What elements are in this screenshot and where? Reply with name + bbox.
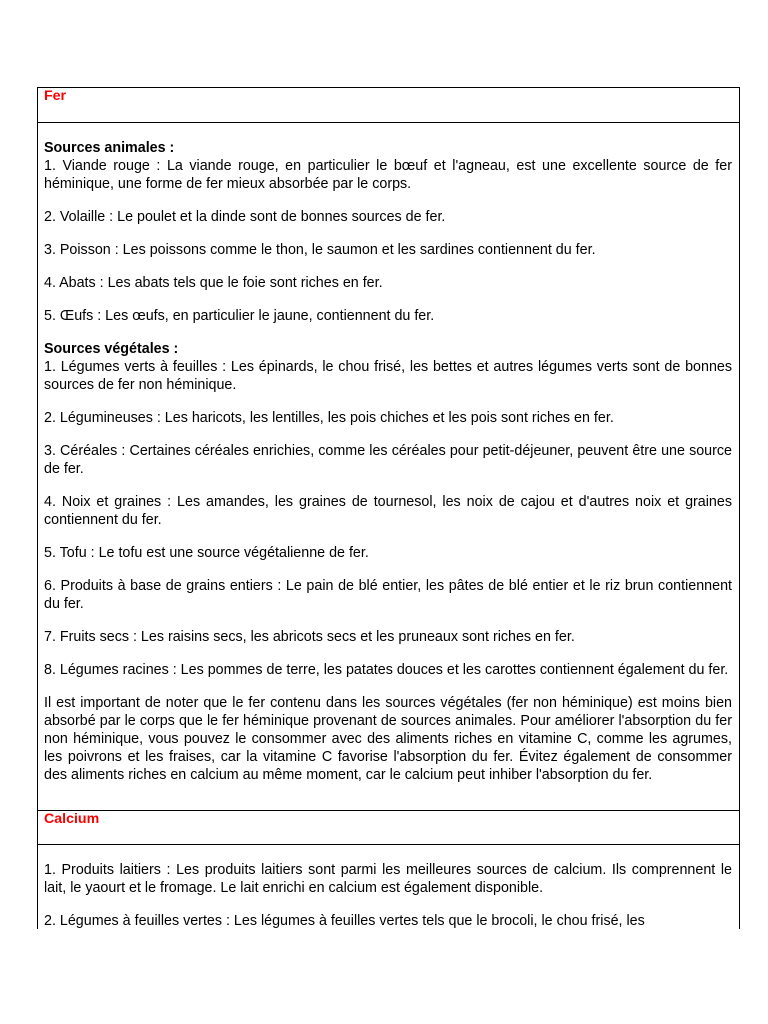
calcium-content (44, 861, 732, 929)
vegetal-sources-heading: Sources végétales : (44, 341, 179, 357)
list-item: 1. Légumes verts à feuilles : Les épinards, le chou frisé, les bettes et autres légumes verts sont de bonnes sources de fer non héminique. (44, 359, 732, 393)
list-item: 1. Viande rouge : La viande rouge, en particulier le bœuf et l'agneau, est une excellente source de fer héminique, une forme de fer mieux absorbée par le corps. (44, 158, 732, 192)
fer-title: Fer (44, 88, 67, 104)
list-item: 3. Poisson : Les poissons comme le thon, le saumon et les sardines contiennent du fer. (44, 242, 596, 258)
fer-heading-row (38, 88, 739, 122)
calcium-title: Calcium (44, 811, 100, 827)
list-item: 5. Œufs : Les œufs, en particulier le jaune, contiennent du fer. (44, 308, 435, 324)
absorption-note: Il est important de noter que le fer contenu dans les sources végétales (fer non héminique) est moins bien absorbé par le corps que le fer héminique provenant de sources animales. Pour améliorer l'absorption du fer non héminique, vous pouvez le consommer avec des aliments riches en vitamine C, comme les agrumes, les poivrons et les fraises, car la vitamine C favorise l'absorption du fer. Évitez également de consommer des aliments riches en calcium au même moment, car le calcium peut inhiber l'absorption du fer. (44, 695, 732, 783)
list-item: 8. Légumes racines : Les pommes de terre, les patates douces et les carottes contiennent également du fer. (44, 662, 729, 678)
list-item: 4. Noix et graines : Les amandes, les graines de tournesol, les noix de cajou et d'autres noix et graines contiennent du fer. (44, 494, 732, 528)
animal-sources-heading: Sources animales : (44, 140, 175, 156)
calcium-content-row (38, 844, 739, 929)
calcium-heading-row (38, 810, 739, 844)
list-item: 2. Volaille : Le poulet et la dinde sont de bonnes sources de fer. (44, 209, 446, 225)
fer-content (44, 139, 732, 784)
list-item: 4. Abats : Les abats tels que le foie sont riches en fer. (44, 275, 383, 291)
fer-content-row (38, 122, 739, 810)
nutrient-table (37, 87, 740, 929)
list-item: 7. Fruits secs : Les raisins secs, les abricots secs et les pruneaux sont riches en fer. (44, 629, 575, 645)
list-item: 6. Produits à base de grains entiers : Le pain de blé entier, les pâtes de blé entier et le riz brun contiennent du fer. (44, 578, 732, 612)
list-item: 2. Légumes à feuilles vertes : Les légumes à feuilles vertes tels que le brocoli, le chou frisé, les (44, 913, 645, 929)
list-item: 5. Tofu : Le tofu est une source végétalienne de fer. (44, 545, 369, 561)
list-item: 2. Légumineuses : Les haricots, les lentilles, les pois chiches et les pois sont riches en fer. (44, 410, 614, 426)
list-item: 1. Produits laitiers : Les produits laitiers sont parmi les meilleures sources de calcium. Ils comprennent le lait, le yaourt et le fromage. Le lait enrichi en calcium est également disponible. (44, 862, 732, 896)
list-item: 3. Céréales : Certaines céréales enrichies, comme les céréales pour petit-déjeuner, peuvent être une source de fer. (44, 443, 732, 477)
